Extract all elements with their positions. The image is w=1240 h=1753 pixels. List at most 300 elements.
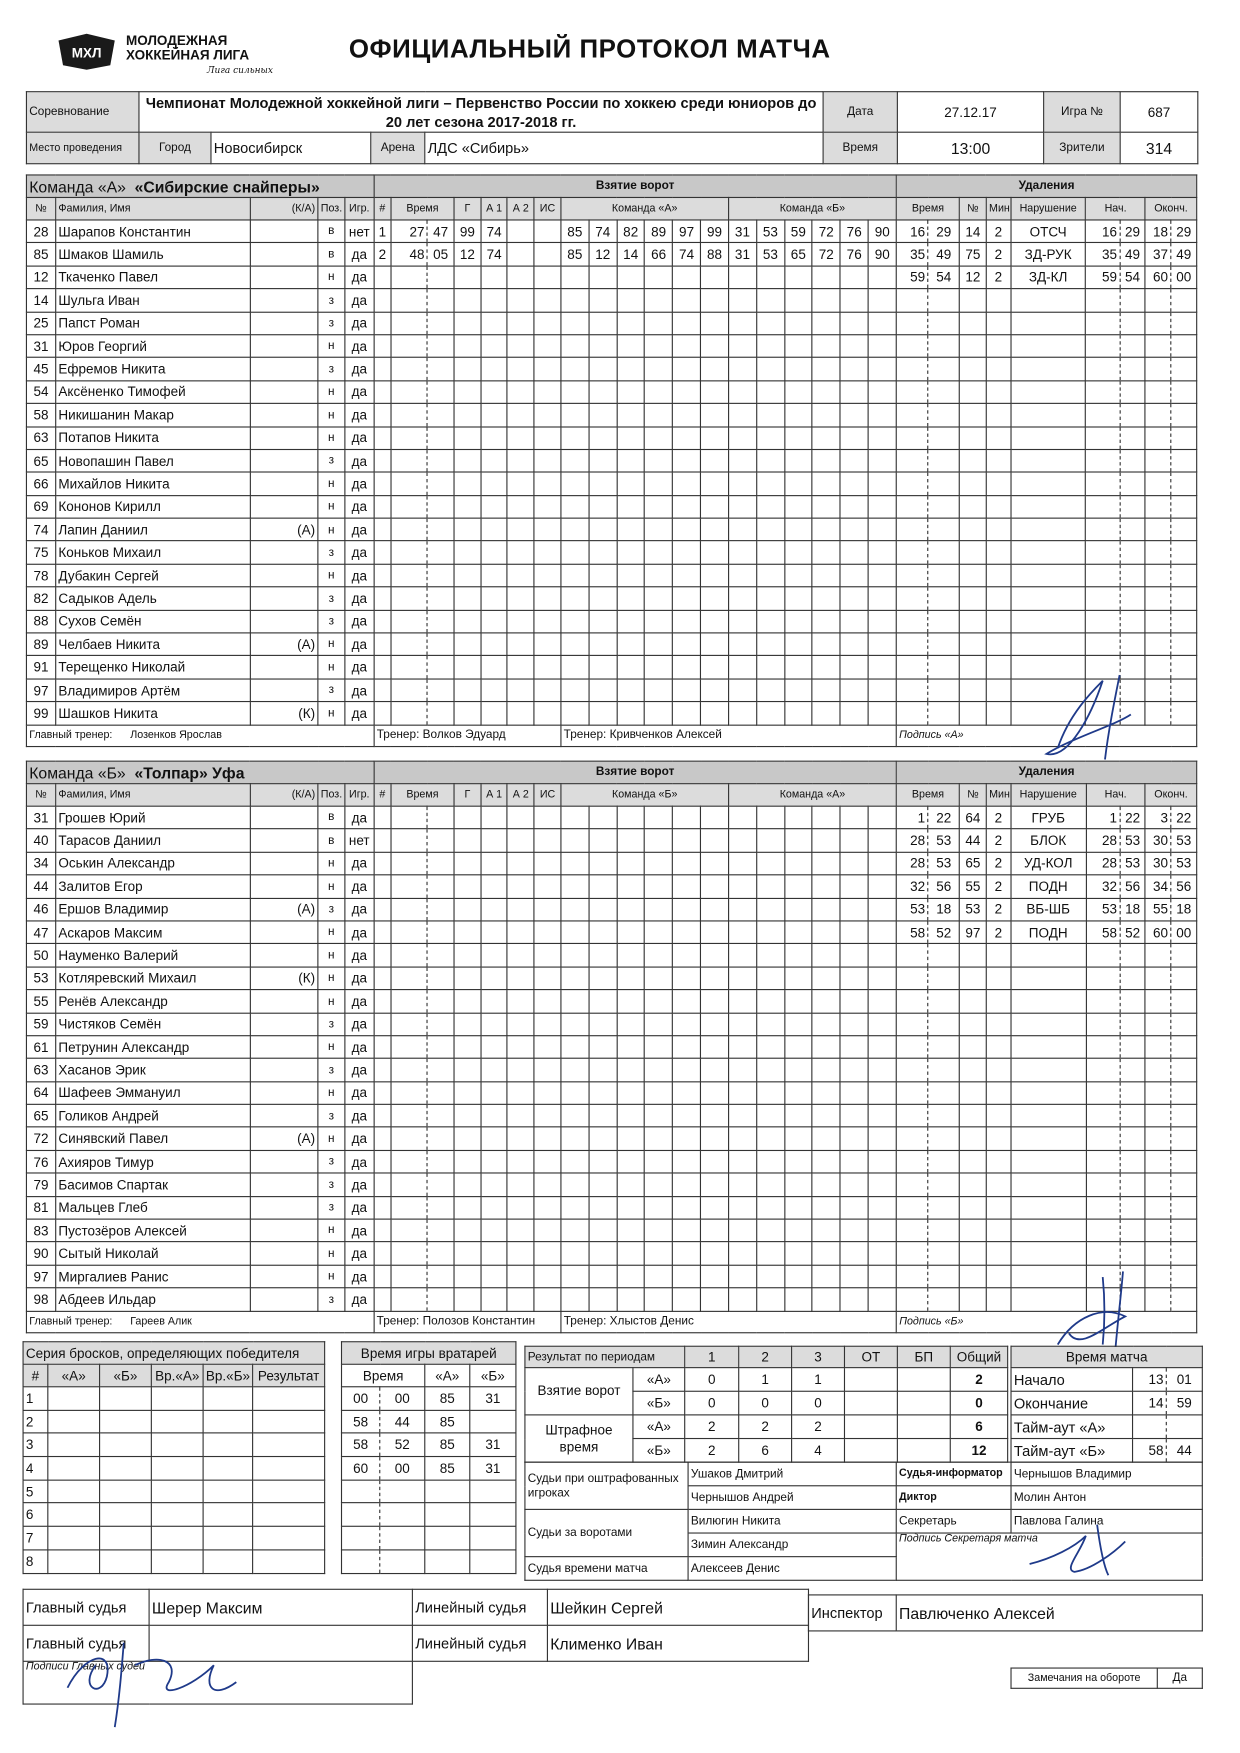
shootout-cell <box>48 1410 100 1433</box>
on-ice-cell <box>617 312 645 335</box>
coach2-cell <box>561 1311 897 1332</box>
penalty-start-sec <box>1120 1104 1145 1127</box>
on-ice-cell <box>840 1104 868 1127</box>
shootout-cell <box>151 1526 203 1549</box>
on-ice-opp: 90 <box>868 220 896 243</box>
on-ice-own: 66 <box>645 243 673 266</box>
on-ice-cell <box>729 921 757 944</box>
on-ice-cell <box>645 1219 673 1242</box>
on-ice-cell <box>840 829 868 852</box>
penalty-cell <box>1011 1127 1086 1150</box>
goal-cell <box>507 679 534 702</box>
on-ice-cell <box>840 335 868 358</box>
player-role <box>250 921 318 944</box>
penalty-start-min <box>1086 1036 1120 1059</box>
time-judge-label: Судья времени матча <box>525 1557 688 1581</box>
penalty-cell <box>986 656 1010 679</box>
penalty-min: 53 <box>896 898 928 921</box>
goals-a: 0 <box>685 1368 739 1392</box>
player-played: да <box>345 610 374 633</box>
goal-cell <box>534 312 561 335</box>
player-name: Шмаков Шамиль <box>56 243 250 266</box>
on-ice-cell <box>868 1173 896 1196</box>
goal-cell <box>454 1219 481 1242</box>
on-ice-cell <box>840 518 868 541</box>
on-ice-cell <box>645 587 673 610</box>
on-ice-cell <box>784 1219 812 1242</box>
timeout-a-min <box>1133 1415 1167 1439</box>
on-ice-cell <box>617 358 645 381</box>
mhl-logo <box>52 32 122 73</box>
goal-cell <box>534 289 561 312</box>
penalty-cell <box>1011 404 1086 427</box>
penalty-cell <box>960 449 987 472</box>
penalty-minutes: 2 <box>986 921 1010 944</box>
signature-label: Подпись «А» <box>899 728 964 742</box>
penalty-min <box>896 564 928 587</box>
on-ice-cell <box>561 1013 589 1036</box>
player-number: 76 <box>26 1150 55 1173</box>
goal-sec <box>427 1173 454 1196</box>
shootout-cell <box>253 1387 325 1410</box>
penalty-sec: 52 <box>928 921 960 944</box>
on-ice-cell <box>784 1196 812 1219</box>
penalty-sec <box>928 449 960 472</box>
on-ice-cell <box>589 495 617 518</box>
penalty-start-min <box>1086 289 1120 312</box>
player-row <box>26 1104 1196 1127</box>
penalty-end-min <box>1145 633 1170 656</box>
on-ice-cell <box>812 990 840 1013</box>
penalty-cell <box>960 541 987 564</box>
on-ice-cell <box>756 518 784 541</box>
on-ice-cell <box>701 404 729 427</box>
penalty-cell <box>986 495 1010 518</box>
col-name: Фамилия, Имя <box>56 784 250 807</box>
goal-cell <box>534 679 561 702</box>
penalty-end-sec <box>1171 1265 1197 1288</box>
on-ice-cell <box>617 610 645 633</box>
logo-line2: ХОККЕЙНАЯ ЛИГА <box>126 47 250 64</box>
on-ice-own: 97 <box>673 220 701 243</box>
penalty-start-min <box>1086 449 1120 472</box>
on-ice-cell <box>617 1104 645 1127</box>
player-played: да <box>345 358 374 381</box>
player-role <box>250 1150 318 1173</box>
penalty-violation: ЗД-КЛ <box>1011 266 1086 289</box>
on-ice-cell <box>784 990 812 1013</box>
penalty-cell <box>960 633 987 656</box>
penalty-end-sec <box>1171 1150 1197 1173</box>
penalty-cell <box>1011 1036 1086 1059</box>
on-ice-cell <box>756 898 784 921</box>
on-ice-cell <box>673 1150 701 1173</box>
goal-sec <box>427 472 454 495</box>
on-ice-cell <box>701 289 729 312</box>
on-ice-cell <box>840 610 868 633</box>
on-ice-cell <box>868 921 896 944</box>
on-ice-cell <box>784 266 812 289</box>
penalty-sec <box>928 495 960 518</box>
on-ice-cell <box>589 829 617 852</box>
penalty-end-sec <box>1171 1219 1197 1242</box>
goal-min <box>391 449 427 472</box>
penalty-cell <box>986 610 1010 633</box>
goal-cell <box>534 358 561 381</box>
linesman-1: Шейкин Сергей <box>547 1589 808 1625</box>
goal-cell <box>454 633 481 656</box>
player-played: да <box>345 990 374 1013</box>
penalty-end-sec: 49 <box>1171 243 1197 266</box>
penalty-cell <box>1011 518 1086 541</box>
on-ice-cell <box>784 1059 812 1082</box>
on-ice-cell <box>756 1104 784 1127</box>
penalty-time-b: 12 <box>950 1439 1007 1463</box>
goal-sec <box>427 829 454 852</box>
on-ice-cell <box>589 633 617 656</box>
penalty-end-min: 30 <box>1145 852 1170 875</box>
penalty-min <box>896 518 928 541</box>
player-position: н <box>318 852 345 875</box>
on-ice-cell <box>645 1081 673 1104</box>
goal-number <box>374 518 391 541</box>
on-ice-cell <box>673 1013 701 1036</box>
on-ice-cell <box>617 1150 645 1173</box>
on-ice-cell <box>868 679 896 702</box>
on-ice-cell <box>812 921 840 944</box>
on-ice-cell <box>840 1081 868 1104</box>
goal-min <box>391 852 427 875</box>
penalty-cell <box>986 312 1010 335</box>
shootout-cell <box>100 1387 152 1410</box>
goal-cell <box>534 1173 561 1196</box>
penalty-min: 59 <box>896 266 928 289</box>
goal-sec <box>427 404 454 427</box>
goal-sec <box>427 921 454 944</box>
on-ice-cell <box>673 358 701 381</box>
goalie-a <box>425 1503 470 1526</box>
goal-cell <box>507 518 534 541</box>
player-role <box>250 495 318 518</box>
on-ice-cell <box>645 266 673 289</box>
penalty-cell <box>960 1242 987 1265</box>
on-ice-cell <box>784 1265 812 1288</box>
player-row <box>26 1150 1196 1173</box>
penalty-cell <box>986 541 1010 564</box>
col-a2: А 2 <box>507 784 534 807</box>
on-ice-cell <box>645 679 673 702</box>
penalty-end-min <box>1145 1150 1170 1173</box>
player-number: 40 <box>26 829 55 852</box>
goalie-sec: 44 <box>380 1410 425 1433</box>
on-ice-opp: 53 <box>756 243 784 266</box>
goal-cell <box>454 1150 481 1173</box>
on-ice-cell <box>840 1013 868 1036</box>
penalty-sec <box>928 335 960 358</box>
on-ice-cell <box>840 967 868 990</box>
on-ice-cell <box>645 1127 673 1150</box>
shootout-cell <box>151 1410 203 1433</box>
goals-b <box>845 1391 898 1415</box>
shootout-row-num: 2 <box>23 1410 48 1433</box>
player-position: з <box>318 587 345 610</box>
penalty-time-label: Штрафное время <box>525 1415 633 1462</box>
player-number: 34 <box>26 852 55 875</box>
penalty-player: 12 <box>960 266 987 289</box>
penalty-time-b <box>845 1439 898 1463</box>
penalty-end-min <box>1145 449 1170 472</box>
period-col: ОТ <box>845 1346 898 1367</box>
player-played: да <box>345 564 374 587</box>
main-referee-label-1: Главный судья <box>23 1589 149 1625</box>
goal-cell <box>454 829 481 852</box>
penalty-min: 28 <box>896 829 928 852</box>
team_b-name: «Толпар» Уфа <box>134 763 245 782</box>
player-position: н <box>318 944 345 967</box>
penalty-sec <box>928 1104 960 1127</box>
goal-number <box>374 829 391 852</box>
penalty-sec <box>928 358 960 381</box>
player-position: в <box>318 243 345 266</box>
team-b-label: «Б» <box>633 1391 685 1415</box>
penalty-end-min <box>1145 495 1170 518</box>
on-ice-cell <box>673 312 701 335</box>
player-number: 44 <box>26 875 55 898</box>
col-ka: (К/А) <box>250 197 318 220</box>
on-ice-cell <box>840 289 868 312</box>
col-pen-start: Нач. <box>1086 784 1145 807</box>
goal-cell <box>534 426 561 449</box>
penalty-start-sec <box>1120 449 1145 472</box>
coach2-label: Тренер: <box>563 1314 607 1329</box>
on-ice-cell <box>673 679 701 702</box>
penalty-cell <box>1011 587 1086 610</box>
player-role <box>250 829 318 852</box>
player-number: 50 <box>26 944 55 967</box>
goalie-a <box>425 1526 470 1549</box>
player-played: да <box>345 852 374 875</box>
on-ice-cell <box>673 633 701 656</box>
goal-cell <box>534 1150 561 1173</box>
goal-min <box>391 1265 427 1288</box>
on-ice-cell <box>561 852 589 875</box>
player-name: Лапин Даниил <box>56 518 250 541</box>
penalty-minutes: 2 <box>986 243 1010 266</box>
player-role: (К) <box>250 702 318 725</box>
penalty-cell <box>960 656 987 679</box>
on-ice-cell <box>561 266 589 289</box>
player-row <box>26 587 1196 610</box>
on-ice-cell <box>561 633 589 656</box>
player-row <box>26 1242 1196 1265</box>
player-position: з <box>318 1013 345 1036</box>
on-ice-cell <box>840 702 868 725</box>
penalty-end-sec <box>1171 381 1197 404</box>
on-ice-own: 99 <box>701 220 729 243</box>
penalty-end-sec <box>1171 610 1197 633</box>
on-ice-cell <box>645 1288 673 1311</box>
player-number: 75 <box>26 541 55 564</box>
on-ice-cell <box>589 1150 617 1173</box>
shootout-cell <box>48 1457 100 1480</box>
on-ice-cell <box>729 806 757 829</box>
goal-cell <box>454 335 481 358</box>
penalty-min <box>896 1219 928 1242</box>
goal-cell <box>534 449 561 472</box>
on-ice-cell <box>673 1173 701 1196</box>
player-name: Ефремов Никита <box>56 358 250 381</box>
on-ice-cell <box>728 335 756 358</box>
remarks-value: Да <box>1157 1668 1202 1688</box>
on-ice-cell <box>784 1104 812 1127</box>
goal-sec <box>427 1265 454 1288</box>
on-ice-cell <box>812 1127 840 1150</box>
penalty-start-sec <box>1120 1013 1145 1036</box>
shootout-row-num: 7 <box>23 1526 48 1549</box>
penalty-cell <box>960 990 987 1013</box>
on-ice-cell <box>728 312 756 335</box>
main-referee-1: Шерер Максим <box>149 1589 412 1625</box>
player-position: з <box>318 1173 345 1196</box>
on-ice-cell <box>840 1127 868 1150</box>
period-col: 3 <box>792 1346 845 1367</box>
goalie-sec <box>380 1503 425 1526</box>
player-role <box>250 1265 318 1288</box>
on-ice-cell <box>617 426 645 449</box>
on-ice-cell <box>561 656 589 679</box>
col-num: № <box>26 197 55 220</box>
shootout-cell <box>253 1410 325 1433</box>
goal-min <box>391 944 427 967</box>
goal-sec <box>427 852 454 875</box>
on-ice-cell <box>728 404 756 427</box>
on-ice-cell <box>729 852 757 875</box>
player-name: Потапов Никита <box>56 426 250 449</box>
on-ice-cell <box>868 335 896 358</box>
on-ice-cell <box>868 1013 896 1036</box>
penalty-cell <box>960 518 987 541</box>
goal-cell <box>534 967 561 990</box>
on-ice-cell <box>561 829 589 852</box>
on-ice-cell <box>589 1219 617 1242</box>
player-played: да <box>345 875 374 898</box>
penalty-min <box>896 541 928 564</box>
col-pen-time: Время <box>896 784 959 807</box>
match-start-sec: 01 <box>1166 1368 1202 1392</box>
goalie-min <box>342 1480 380 1503</box>
penalty-end-sec: 53 <box>1171 852 1197 875</box>
on-ice-cell <box>673 1196 701 1219</box>
player-number: 98 <box>26 1288 55 1311</box>
on-ice-cell <box>756 1013 784 1036</box>
on-ice-cell <box>701 806 729 829</box>
player-number: 72 <box>26 1127 55 1150</box>
penalty-end-min <box>1145 944 1170 967</box>
penalty-cell <box>960 1150 987 1173</box>
penalty-player: 97 <box>960 921 987 944</box>
player-row <box>26 1127 1196 1150</box>
penalty-end-min <box>1145 967 1170 990</box>
player-name: Котляревский Михаил <box>56 967 250 990</box>
competition-value: Чемпионат Молодежной хоккейной лиги – Первенство России по хоккею среди юниоров до 20 лет сезона 2017-2018 гг. <box>139 92 823 133</box>
on-ice-cell <box>673 381 701 404</box>
col-a1: А 1 <box>481 784 508 807</box>
goal-cell <box>507 944 534 967</box>
on-ice-cell <box>561 1036 589 1059</box>
goal-cell <box>534 1265 561 1288</box>
on-ice-cell <box>729 1127 757 1150</box>
player-name: Коньков Михаил <box>56 541 250 564</box>
on-ice-cell <box>840 449 868 472</box>
penalty-end-sec <box>1171 679 1197 702</box>
goal-number: 1 <box>374 220 391 243</box>
player-played: да <box>345 656 374 679</box>
player-position: з <box>318 679 345 702</box>
player-position: в <box>318 829 345 852</box>
player-position: з <box>318 610 345 633</box>
player-name: Мальцев Глеб <box>56 1196 250 1219</box>
game-label: Игра № <box>1044 92 1121 133</box>
player-position: з <box>318 1059 345 1082</box>
on-ice-cell <box>701 1173 729 1196</box>
goal-cell <box>507 404 534 427</box>
penalty-min <box>896 495 928 518</box>
penalty-player: 14 <box>960 220 987 243</box>
on-ice-cell <box>561 610 589 633</box>
penalty-sec <box>928 1150 960 1173</box>
col-violation: Нарушение <box>1011 784 1086 807</box>
shootout-cell <box>203 1457 253 1480</box>
goal-sec <box>427 358 454 381</box>
penalty-sec <box>928 312 960 335</box>
penalty-end-min <box>1145 610 1170 633</box>
on-ice-cell <box>701 564 729 587</box>
on-ice-cell <box>868 1196 896 1219</box>
goal-number <box>374 381 391 404</box>
goal-cell <box>534 1288 561 1311</box>
player-name: Сухов Семён <box>56 610 250 633</box>
goal-sec <box>427 495 454 518</box>
player-name: Михайлов Никита <box>56 472 250 495</box>
on-ice-cell <box>784 852 812 875</box>
game-number: 687 <box>1120 92 1198 133</box>
penalty-start-min <box>1086 472 1120 495</box>
goal-sec <box>427 875 454 898</box>
on-ice-cell <box>589 1288 617 1311</box>
goal-number <box>374 967 391 990</box>
goal-cell <box>507 449 534 472</box>
goal-number <box>374 404 391 427</box>
penalty-start-sec <box>1120 335 1145 358</box>
penalty-start-min <box>1086 944 1120 967</box>
goal-cell <box>507 852 534 875</box>
penalty-end-min <box>1145 702 1170 725</box>
on-ice-opp: 90 <box>868 243 896 266</box>
player-number: 31 <box>26 335 55 358</box>
penalty-end-min <box>1145 990 1170 1013</box>
penalty-min: 32 <box>896 875 928 898</box>
goal-cell <box>534 587 561 610</box>
secretary: Павлова Галина <box>1011 1509 1202 1533</box>
penalty-min <box>896 1036 928 1059</box>
place-label: Место проведения <box>26 132 139 164</box>
on-ice-cell <box>673 990 701 1013</box>
penalty-sec: 56 <box>928 875 960 898</box>
goal-cell <box>534 1196 561 1219</box>
player-position: н <box>318 564 345 587</box>
on-ice-opp: 31 <box>728 243 756 266</box>
penalty-start-min: 32 <box>1086 875 1120 898</box>
